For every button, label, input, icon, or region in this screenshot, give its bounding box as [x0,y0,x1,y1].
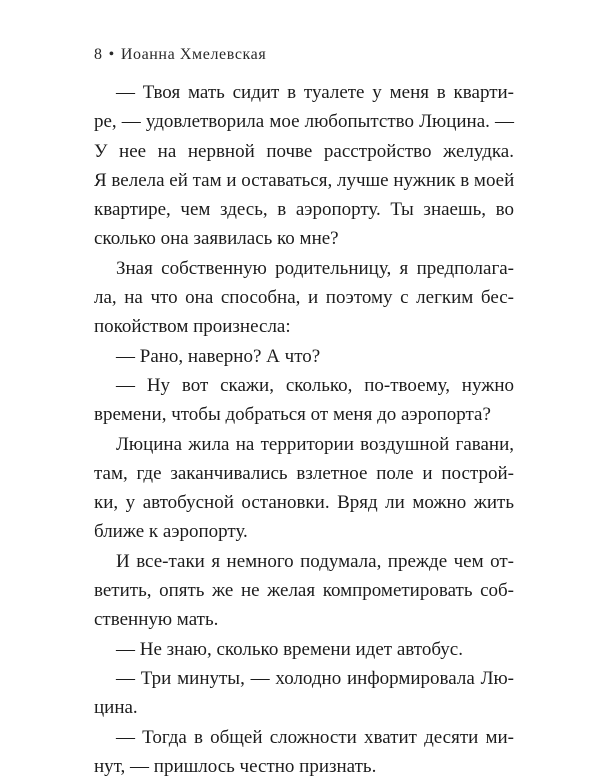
text-line: Зная собственную родительницу, я предполага- [116,257,514,279]
text-line: цина. [94,697,138,719]
body-text [94,78,514,781]
text-line: — Не знаю, сколько времени идет автобус. [116,638,463,660]
running-header [94,46,266,64]
text-line: — Тогда в общей сложности хватит десяти ми- [116,726,514,748]
text-line: ки, у автобусной остановки. Вряд ли можно жить [94,492,514,514]
text-line: — Три минуты, — холодно информировала Лю- [116,667,514,689]
text-line: времени, чтобы добраться от меня до аэропорта? [94,404,491,426]
page-number: 8 [94,46,103,63]
text-line: ближе к аэропорту. [94,521,248,543]
text-line: Я велела ей там и оставаться, лучше нужник в моей [94,169,515,191]
text-line: У нее на нервной почве расстройство желудка. [94,140,514,162]
text-line: сколько она заявилась ко мне? [94,228,339,250]
text-line: — Ну вот скажи, сколько, по-твоему, нужно [116,374,514,396]
text-line: ла, на что она способна, и поэтому с легким бес- [94,287,514,309]
text-line: ственную мать. [94,609,219,631]
text-line: нут, — пришлось честно признать. [94,755,377,777]
text-line: Люцина жила на территории воздушной гавани, [116,433,514,455]
text-line: И все-таки я немного подумала, прежде чем от- [116,550,514,572]
text-line: — Твоя мать сидит в туалете у меня в кварти- [116,82,514,103]
text-line: там, где заканчивались взлетное поле и построй- [94,462,514,484]
text-line: квартире, чем здесь, в аэропорту. Ты знаешь, во [94,199,514,221]
text-line: покойством произнесла: [94,316,291,338]
text-line: — Рано, наверно? А что? [116,345,321,367]
header-separator: • [108,46,115,63]
author-name: Иоанна Хмелевская [120,46,267,63]
text-line: ветить, опять же не желая компрометировать соб- [94,580,514,602]
text-line: ре, — удовлетворила мое любопытство Люцина. — [94,111,514,133]
